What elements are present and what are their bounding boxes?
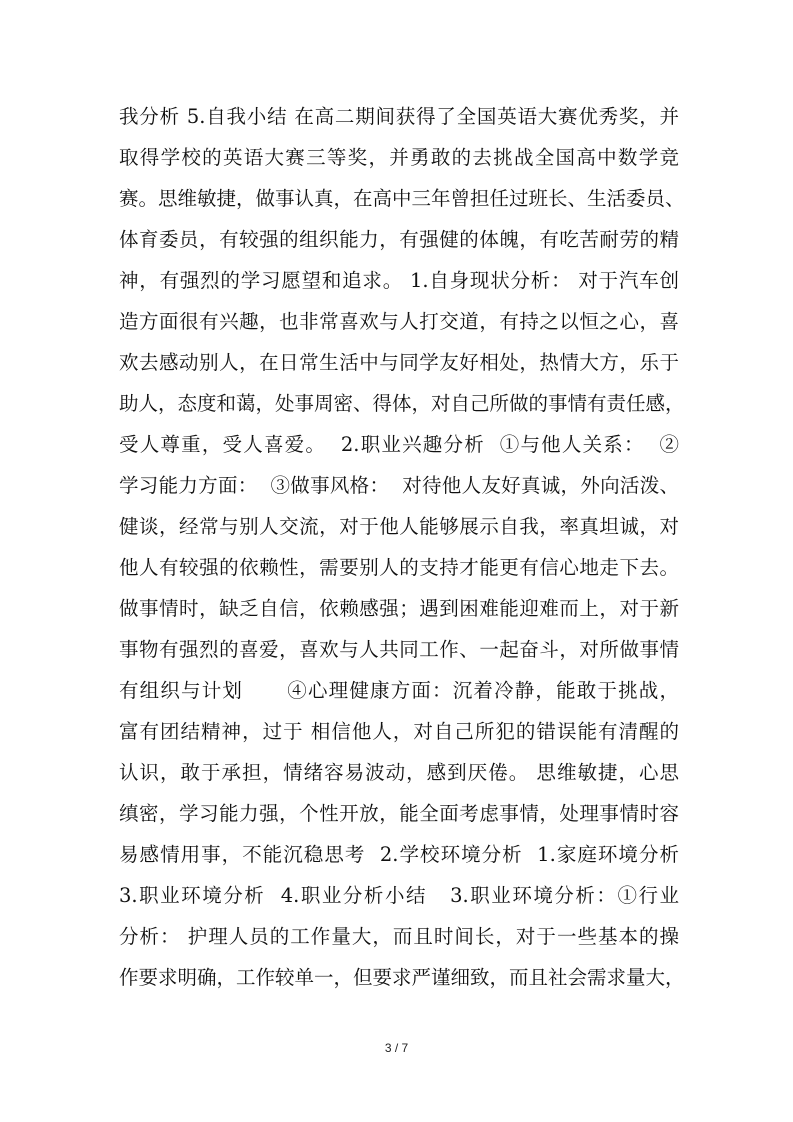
text-line: 健谈，经常与别人交流，对于他人能够展示自我，率真坦诚，对: [119, 515, 679, 538]
text-line: 有组织与计划 ④心理健康方面：沉着冷静，能敢于挑战，: [119, 679, 679, 702]
text-line: 事物有强烈的喜爱，喜欢与人共同工作、一起奋斗，对所做事情: [119, 638, 679, 661]
text-line: 造方面很有兴趣，也非常喜欢与人打交道，有持之以恒之心，喜: [119, 310, 679, 333]
text-line: 学习能力方面： ③做事风格： 对待他人友好真诚，外向活泼、: [119, 474, 679, 497]
text-line: 分析： 护理人员的工作量大，而且时间长，对于一些基本的操: [119, 925, 679, 948]
text-line: 赛。思维敏捷，做事认真，在高中三年曾担任过班长、生活委员、: [119, 187, 685, 210]
text-line: 受人尊重，受人喜爱。 2.职业兴趣分析 ①与他人关系： ②: [119, 433, 679, 456]
text-line: 神，有强烈的学习愿望和追求。 1.自身现状分析： 对于汽车创: [119, 269, 679, 292]
text-line: 我分析 5.自我小结 在高二期间获得了全国英语大赛优秀奖，并: [119, 105, 679, 128]
text-line: 缜密，学习能力强，个性开放，能全面考虑事情，处理事情时容: [119, 802, 679, 825]
text-line: 做事情时，缺乏自信，依赖感强；遇到困难能迎难而上，对于新: [119, 597, 679, 620]
text-line: 富有团结精神，过于 相信他人，对自己所犯的错误能有清醒的: [119, 720, 679, 743]
body-text: [119, 96, 685, 998]
text-line: 3.职业环境分析 4.职业分析小结 3.职业环境分析：①行业: [119, 884, 679, 907]
text-line: 取得学校的英语大赛三等奖，并勇敢的去挑战全国高中数学竞: [119, 146, 679, 169]
text-line: 作要求明确，工作较单一，但要求严谨细致，而且社会需求量大，: [119, 966, 685, 989]
text-line: 易感情用事，不能沉稳思考 2.学校环境分析 1.家庭环境分析: [119, 843, 679, 866]
text-line: 体育委员，有较强的组织能力，有强健的体魄，有吃苦耐劳的精: [119, 228, 679, 251]
text-line: 认识，敢于承担，情绪容易波动，感到厌倦。 思维敏捷，心思: [119, 761, 679, 784]
text-line: 他人有较强的依赖性，需要别人的支持才能更有信心地走下去。: [119, 556, 679, 579]
text-line: 欢去感动别人，在日常生活中与同学友好相处，热情大方，乐于: [119, 351, 679, 374]
page-number: 3 / 7: [384, 1041, 409, 1055]
text-line: 助人，态度和蔼，处事周密、得体，对自己所做的事情有责任感，: [119, 392, 685, 415]
